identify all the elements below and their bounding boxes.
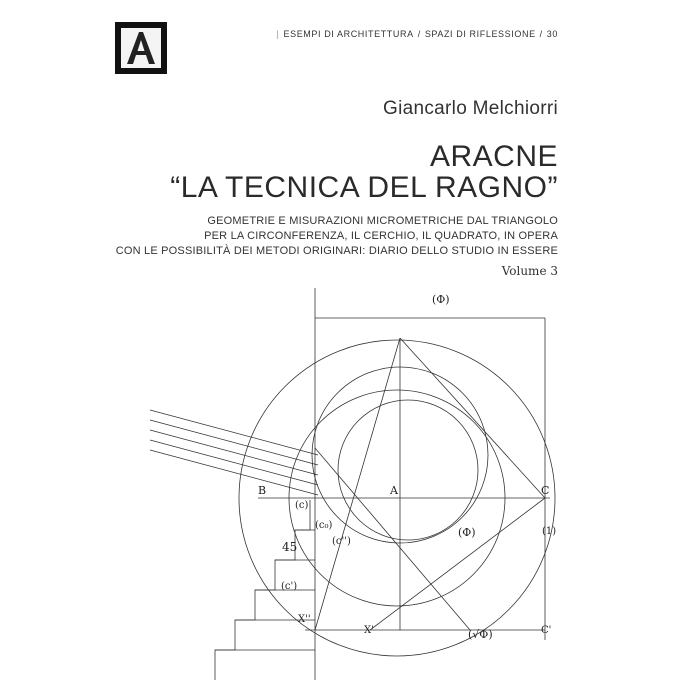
series-part2: SPAZI DI RIFLESSIONE xyxy=(424,29,536,39)
subtitle-line2: PER LA CIRCONFERENZA, IL CERCHIO, IL QUADRATO, IN OPERA xyxy=(204,230,558,242)
series-number: 30 xyxy=(546,29,558,39)
series-separator: / xyxy=(417,29,421,39)
label-one: (1) xyxy=(542,526,557,537)
subtitle-line3: CON LE POSSIBILITÀ DEI METODI ORIGINARI: DIARIO DELLO STUDIO IN ESSERE xyxy=(115,245,558,257)
label-sqrt-phi: (√Φ) xyxy=(468,628,493,641)
drawing-lines xyxy=(150,288,555,680)
title-line1: ARACNE xyxy=(429,140,558,173)
label-c0: (c₀) xyxy=(315,520,333,531)
label-a: A xyxy=(390,484,398,497)
label-phi-top: (Φ) xyxy=(432,293,450,306)
series-part1: ESEMPI DI ARCHITETTURA xyxy=(283,29,414,39)
triangle-left-edge xyxy=(315,338,400,630)
diag-x-c xyxy=(370,498,545,630)
subtitle-line1: GEOMETRIE E MISURAZIONI MICROMETRICHE DAL TRIANGOLO xyxy=(207,215,558,227)
label-45: 45 xyxy=(282,540,298,554)
label-phi-mid: (Φ) xyxy=(458,526,476,539)
logo-letter: A xyxy=(138,60,144,68)
label-b: B xyxy=(258,484,267,497)
series-separator-2: / xyxy=(539,29,543,39)
author-name: Giancarlo Melchiorri xyxy=(383,98,558,119)
title-line2: “LA TECNICA DEL RAGNO” xyxy=(170,171,558,204)
series-line: | ESEMPI DI ARCHITETTURA / SPAZI DI RIFLESSIONE / 30 xyxy=(276,29,558,39)
triangle-right-edge xyxy=(400,338,545,498)
small-circle xyxy=(338,400,478,540)
volume-label: Volume 3 xyxy=(501,264,558,278)
label-c-d: (c') xyxy=(281,581,298,592)
label-c-paren: (c) xyxy=(295,500,309,511)
label-c-prime: C' xyxy=(541,625,552,636)
label-x-dd: X'' xyxy=(298,614,311,625)
label-x-d: X' xyxy=(364,625,374,636)
label-c: C xyxy=(541,484,550,497)
label-c-dd: (c'') xyxy=(332,536,351,547)
